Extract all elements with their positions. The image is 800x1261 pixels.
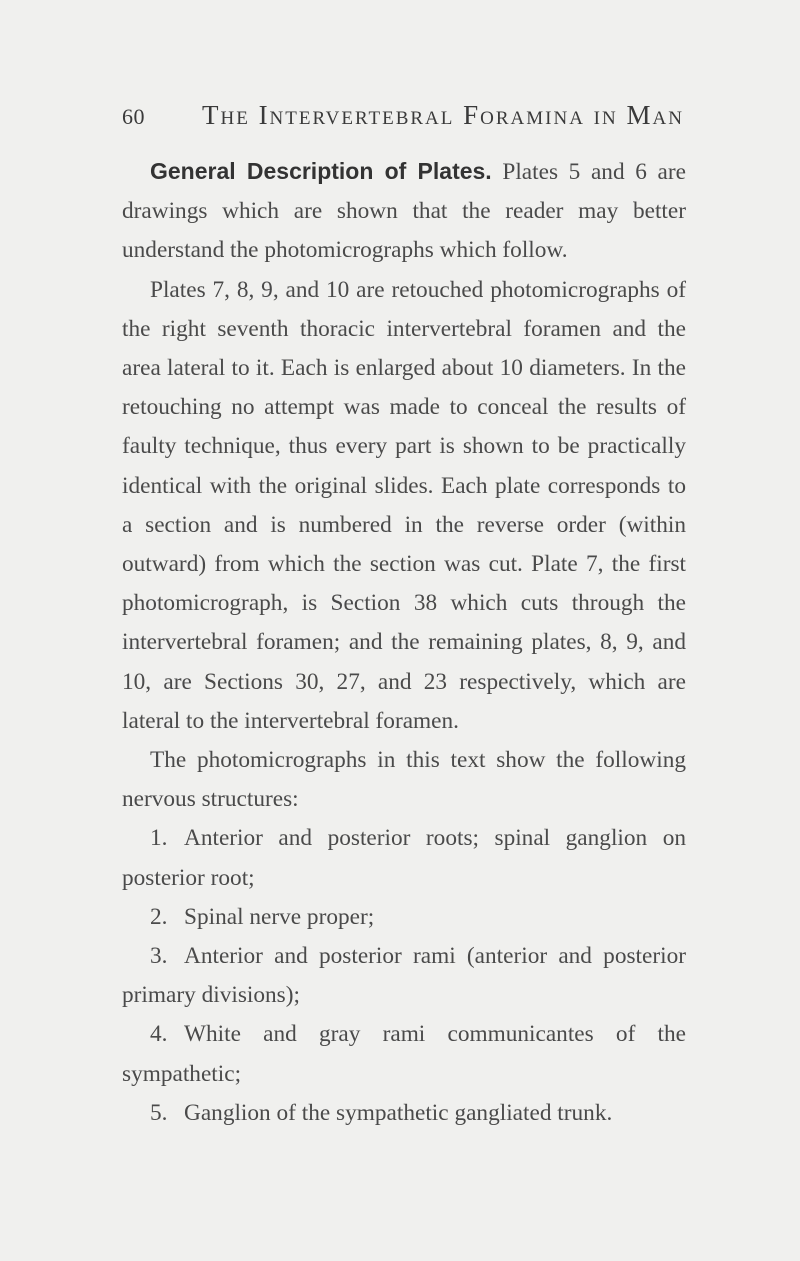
list-item: [122, 898, 686, 937]
list-item-text: Ganglion of the sympathetic gangliated trunk.: [184, 1099, 613, 1126]
list-item-number: 2.: [150, 903, 168, 930]
paragraph-3: The photomicrographs in this text show the following nervous structures:: [122, 747, 686, 813]
list-item: [122, 1015, 686, 1093]
list-item-text: Anterior and posterior roots; spinal ganglion on posterior root;: [122, 825, 686, 891]
list-item-number: 1.: [150, 825, 168, 852]
list-item: [122, 1094, 686, 1133]
list-item-number: 4.: [150, 1021, 168, 1048]
list-item-number: 3.: [150, 943, 168, 970]
list-item: [122, 819, 686, 897]
list-item-text: Spinal nerve proper;: [184, 903, 375, 930]
body-text: [122, 152, 686, 1133]
running-title: The Intervertebral Foramina in Man: [202, 100, 684, 130]
paragraph-1-text: Plates 5 and 6 are drawings which are shown that the reader may better understand the photomicrographs which follow.: [122, 159, 686, 264]
paragraph-1: [122, 152, 686, 271]
page-number: 60: [122, 104, 145, 129]
list-item-text: White and gray rami communicantes of the sympathetic;: [122, 1021, 686, 1087]
paragraph-2: Plates 7, 8, 9, and 10 are retouched photomicrographs of the right seventh thoracic intervertebral foramen and the area lateral to it. Each is enlarged about 10 diameters. In the retouching no attempt was made to conceal the results of faulty technique, thus every part is shown to be practically identical with the original slides. Each plate corresponds to a section and is numbered in the reverse order (within outward) from which the section was cut. Plate 7, the first photomicrograph, is Section 38 which cuts through the intervertebral foramen; and the remaining plates, 8, 9, and 10, are Sections 30, 27, and 23 respectively, which are lateral to the intervertebral foramen.: [122, 276, 686, 734]
running-header: [122, 100, 692, 134]
section-heading: General Description of Plates.: [150, 158, 492, 184]
list-item-text: Anterior and posterior rami (anterior and posterior primary divisions);: [122, 943, 686, 1009]
list-item-number: 5.: [150, 1099, 168, 1126]
nervous-structures-list: [122, 819, 686, 1133]
list-item: [122, 937, 686, 1015]
